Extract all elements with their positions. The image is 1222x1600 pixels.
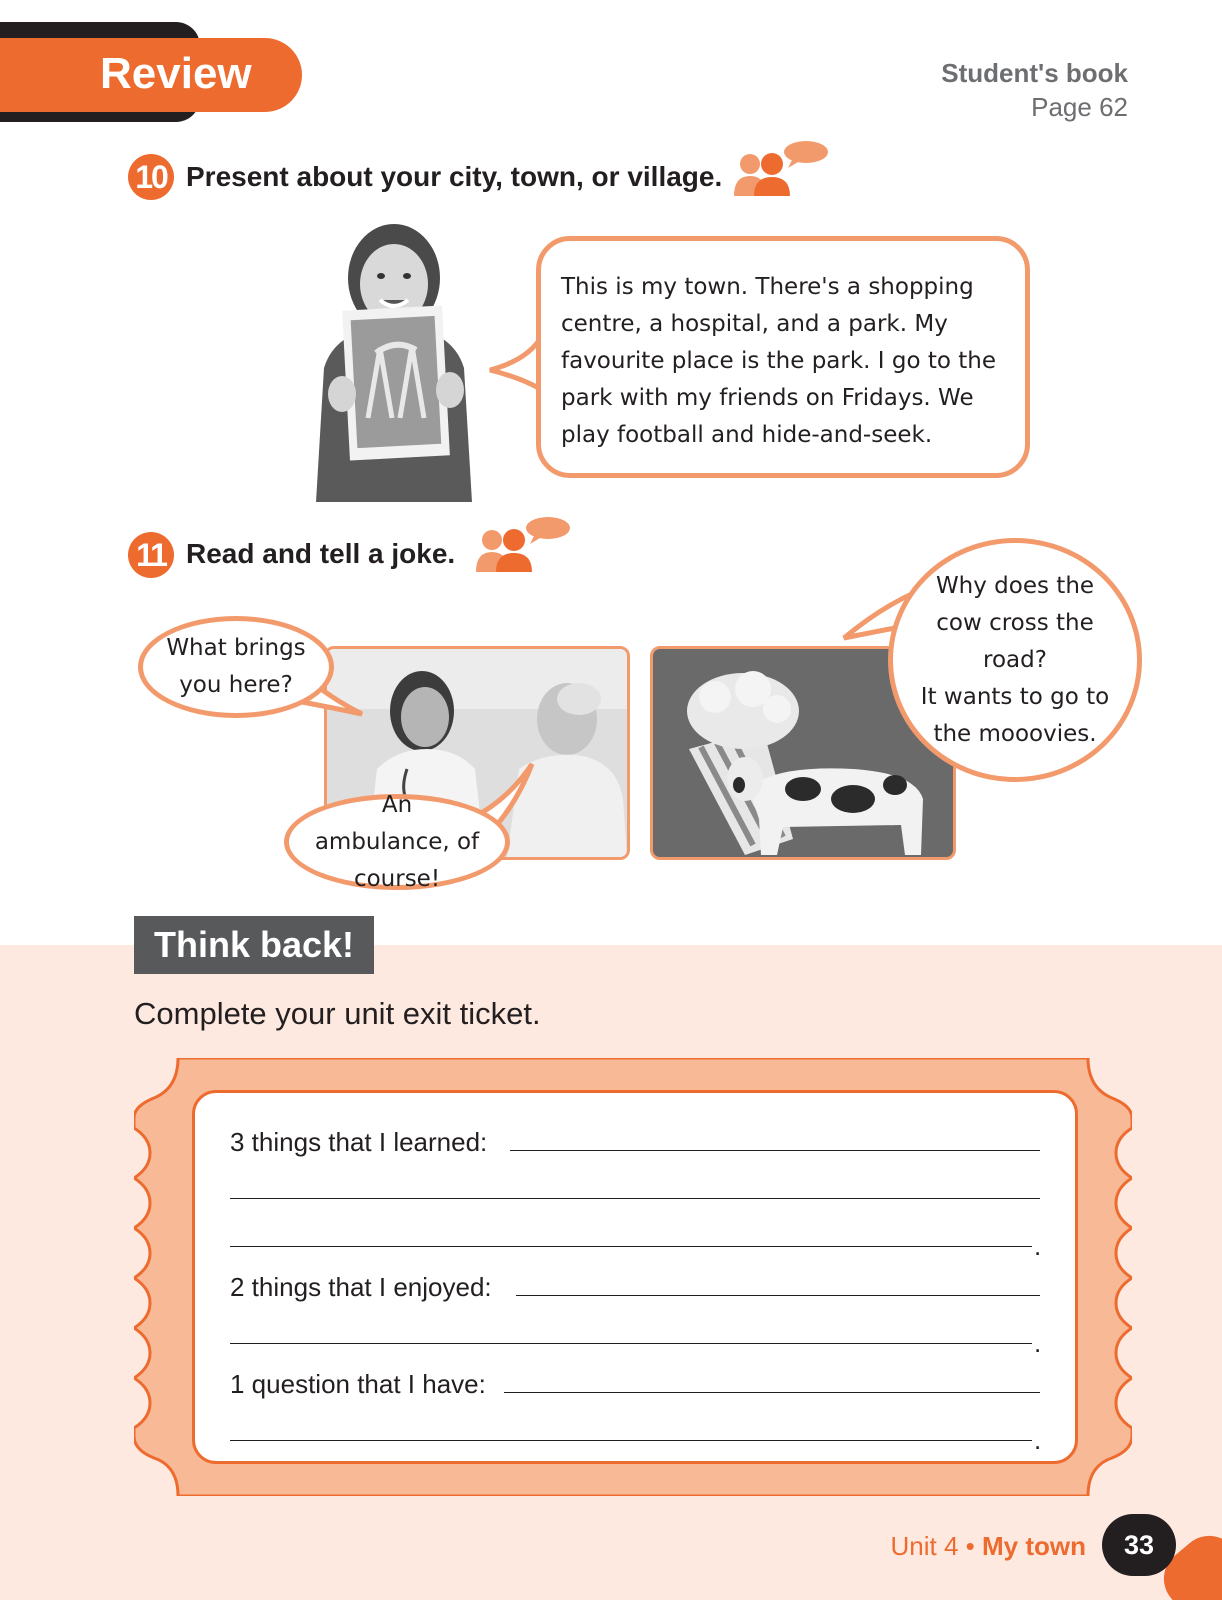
answer-line[interactable] xyxy=(230,1198,1040,1199)
joke1-question-text: What brings you here? xyxy=(166,635,306,698)
page-number: 33 xyxy=(1102,1514,1176,1576)
activity-number-11: 11 xyxy=(128,532,174,578)
speech-cloud-icon xyxy=(784,141,828,163)
joke2-question-text: Why does the cow cross the road? xyxy=(935,572,1095,673)
enjoyed-label: 2 things that I enjoyed: xyxy=(230,1272,492,1302)
footer-separator: • xyxy=(965,1531,975,1561)
joke2-bubble xyxy=(888,538,1142,782)
speech-cloud-icon xyxy=(526,517,570,539)
line-end-period: . xyxy=(1034,1231,1042,1261)
pair-work-icon xyxy=(734,138,830,198)
girl-with-photo-image xyxy=(296,218,492,502)
pair-work-icon xyxy=(476,514,572,574)
answer-line[interactable] xyxy=(516,1295,1040,1296)
book-page-ref: Page 62 xyxy=(1031,92,1128,122)
think-back-instruction: Complete your unit exit ticket. xyxy=(134,996,541,1031)
answer-line[interactable] xyxy=(504,1392,1040,1393)
answer-line[interactable] xyxy=(230,1440,1032,1441)
joke1-question-bubble xyxy=(138,616,334,718)
answer-line[interactable] xyxy=(510,1150,1040,1151)
joke1-answer-bubble xyxy=(284,791,510,892)
learned-label: 3 things that I learned: xyxy=(230,1127,488,1157)
answer-line[interactable] xyxy=(230,1343,1032,1344)
question-label: 1 question that I have: xyxy=(230,1369,486,1399)
town-speech-bubble xyxy=(536,236,1030,478)
activity-11-instruction: Read and tell a joke. xyxy=(186,538,456,569)
line-end-period: . xyxy=(1034,1425,1042,1455)
answer-line[interactable] xyxy=(230,1246,1032,1247)
book-label: Student's book xyxy=(941,58,1128,88)
joke2-answer-text: It wants to go to the mooovies. xyxy=(920,683,1110,747)
unit-label: Unit 4 xyxy=(890,1531,959,1561)
activity-number-10: 10 xyxy=(128,154,174,200)
page-title: Review xyxy=(100,49,252,98)
unit-title: My town xyxy=(982,1531,1086,1561)
town-speech-text: This is my town. There's a shopping centre, a hospital, and a park. My favourite place is the park. I go to the park with my friends on Fridays. We play football and hide-and-seek. xyxy=(561,274,997,448)
unit-footer xyxy=(891,1530,1087,1562)
activity-10-instruction: Present about your city, town, or village. xyxy=(186,161,723,192)
joke1-answer-text: An ambulance, of course! xyxy=(314,791,480,892)
line-end-period: . xyxy=(1034,1328,1042,1358)
think-back-label: Think back! xyxy=(134,916,374,974)
